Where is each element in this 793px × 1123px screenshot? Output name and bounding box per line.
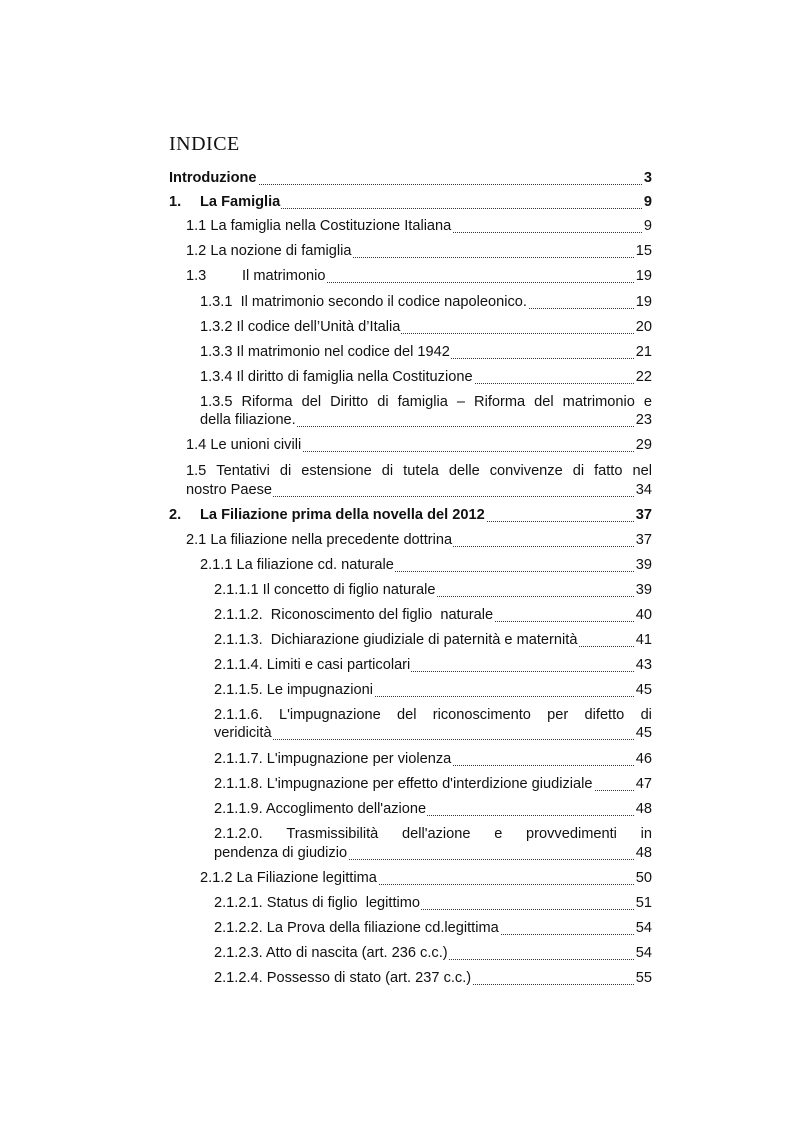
toc-entry-title: pendenza di giudizio bbox=[214, 845, 348, 861]
toc-entry-1-3-5-line1[interactable]: 1.3.5 Riforma del Diritto di famiglia – Riforma del matrimonio e bbox=[200, 394, 652, 410]
toc-entry-title: 2.1.2.4. Possesso di stato (art. 237 c.c.) bbox=[214, 970, 472, 986]
toc-entry-1-1[interactable] bbox=[186, 218, 652, 235]
toc-entry-1-3[interactable] bbox=[186, 268, 652, 285]
toc-entry-title: 2.1.1.8. L'impugnazione per effetto d'interdizione giudiziale bbox=[214, 776, 593, 792]
toc-entry-introduzione[interactable] bbox=[169, 170, 652, 187]
toc-entry-2-1-1-9[interactable] bbox=[214, 801, 652, 818]
toc-entry-page: 40 bbox=[635, 607, 652, 623]
toc-entry-page: 29 bbox=[635, 437, 652, 453]
toc-entry-2-1[interactable] bbox=[186, 532, 652, 549]
toc-entry-title: 2.1 La filiazione nella precedente dottrina bbox=[186, 532, 453, 548]
toc-entry-1-5-line1[interactable]: 1.5 Tentativi di estensione di tutela delle convivenze di fatto nel bbox=[186, 463, 652, 479]
toc-entry-title: 2.1.2.3. Atto di nascita (art. 236 c.c.) bbox=[214, 945, 448, 961]
toc-entry-title: veridicità bbox=[214, 725, 272, 741]
toc-entry-title: 2.1.1.4. Limiti e casi particolari bbox=[214, 657, 411, 673]
toc-entry-2-1-2[interactable] bbox=[200, 870, 652, 887]
toc-entry-2-1-2-4[interactable] bbox=[214, 970, 652, 987]
toc-entry-title: 1.3.4 Il diritto di famiglia nella Costituzione bbox=[200, 369, 473, 385]
toc-entry-number: 2. bbox=[169, 507, 182, 523]
toc-entry-page: 45 bbox=[635, 682, 652, 698]
toc-entry-title: 2.1.2.2. La Prova della filiazione cd.legittima bbox=[214, 920, 499, 936]
toc-entry-chapter-2[interactable] bbox=[169, 507, 652, 524]
toc-entry-page: 23 bbox=[635, 412, 652, 428]
toc-entry-page: 9 bbox=[643, 218, 652, 234]
toc-entry-2-1-1-4[interactable] bbox=[214, 657, 652, 674]
toc-entry-title: 2. La Filiazione prima della novella del 2012 bbox=[169, 507, 485, 523]
toc-entry-2-1-1-1[interactable] bbox=[214, 582, 652, 599]
toc-entry-page: 15 bbox=[635, 243, 652, 259]
toc-entry-title: 1.4 Le unioni civili bbox=[186, 437, 302, 453]
toc-entry-title: 1.3.2 Il codice dell’Unità d’Italia bbox=[200, 319, 401, 335]
toc-entry-2-1-1-2[interactable] bbox=[214, 607, 652, 624]
toc-entry-title: 2.1.1.1 Il concetto di figlio naturale bbox=[214, 582, 436, 598]
toc-entry-2-1-1-5[interactable] bbox=[214, 682, 652, 699]
toc-entry-title: 1.1 La famiglia nella Costituzione Italiana bbox=[186, 218, 452, 234]
toc-entry-page: 47 bbox=[635, 776, 652, 792]
toc-entry-page: 48 bbox=[635, 801, 652, 817]
toc-entry-1-3-4[interactable] bbox=[200, 369, 652, 386]
toc-entry-number: 1. bbox=[169, 194, 182, 210]
toc-entry-title: Introduzione bbox=[169, 170, 257, 186]
toc-entry-1-3-2[interactable] bbox=[200, 319, 652, 336]
toc-entry-page: 21 bbox=[635, 344, 652, 360]
toc-entry-page: 39 bbox=[635, 582, 652, 598]
toc-entry-title: 1.2 La nozione di famiglia bbox=[186, 243, 352, 259]
toc-entry-2-1-1-7[interactable] bbox=[214, 751, 652, 768]
toc-entry-page: 37 bbox=[635, 532, 652, 548]
toc-entry-title: 1.3.3 Il matrimonio nel codice del 1942 bbox=[200, 344, 450, 360]
toc-entry-number: 1.3 bbox=[186, 268, 207, 284]
toc-entry-1-4[interactable] bbox=[186, 437, 652, 454]
toc-entry-title: 2.1.1.3. Dichiarazione giudiziale di paternità e maternità bbox=[214, 632, 578, 648]
toc-entry-page: 55 bbox=[635, 970, 652, 986]
toc-entry-page: 48 bbox=[635, 845, 652, 861]
toc-entry-2-1-1[interactable] bbox=[200, 557, 652, 574]
toc-entry-page: 43 bbox=[635, 657, 652, 673]
toc-entry-2-1-1-8[interactable] bbox=[214, 776, 652, 793]
toc-entry-page: 45 bbox=[635, 725, 652, 741]
toc-entry-title: 2.1.1.5. Le impugnazioni bbox=[214, 682, 374, 698]
toc-entry-page: 20 bbox=[635, 319, 652, 335]
toc-entry-2-1-1-6[interactable] bbox=[214, 725, 652, 742]
toc-entry-title: 2.1.2.1. Status di figlio legittimo bbox=[214, 895, 421, 911]
toc-entry-page: 3 bbox=[643, 170, 652, 186]
toc-entry-2-1-2-3[interactable] bbox=[214, 945, 652, 962]
toc-entry-1-3-5[interactable] bbox=[200, 412, 652, 429]
toc-entry-2-1-2-0-line1[interactable]: 2.1.2.0. Trasmissibilità dell'azione e provvedimenti in bbox=[214, 826, 652, 842]
toc-entry-title: 2.1.1.2. Riconoscimento del figlio naturale bbox=[214, 607, 494, 623]
toc-entry-page: 54 bbox=[635, 945, 652, 961]
toc-entry-1-2[interactable] bbox=[186, 243, 652, 260]
toc-entry-title: 2.1.2 La Filiazione legittima bbox=[200, 870, 377, 886]
toc-entry-page: 37 bbox=[635, 507, 652, 523]
toc-entry-page: 46 bbox=[635, 751, 652, 767]
toc-entry-page: 34 bbox=[635, 482, 652, 498]
toc-entry-page: 9 bbox=[643, 194, 652, 210]
toc-entry-title: della filiazione. bbox=[200, 412, 296, 428]
toc-entry-1-3-1[interactable] bbox=[200, 294, 652, 311]
toc-entry-page: 41 bbox=[635, 632, 652, 648]
toc-entry-1-3-3[interactable] bbox=[200, 344, 652, 361]
toc-entry-page: 19 bbox=[635, 294, 652, 310]
toc-entry-page: 22 bbox=[635, 369, 652, 385]
toc-entry-title: nostro Paese bbox=[186, 482, 272, 498]
dot-leader bbox=[214, 739, 652, 740]
toc-entry-2-1-2-0[interactable] bbox=[214, 845, 652, 862]
toc-entry-2-1-2-1[interactable] bbox=[214, 895, 652, 912]
toc-entry-title: 2.1.1.7. L'impugnazione per violenza bbox=[214, 751, 452, 767]
toc-entry-chapter-1[interactable] bbox=[169, 194, 652, 211]
toc-entry-2-1-2-2[interactable] bbox=[214, 920, 652, 937]
page-title: INDICE bbox=[169, 133, 240, 155]
toc-entry-2-1-1-6-line1[interactable]: 2.1.1.6. L'impugnazione del riconoscimento per difetto di bbox=[214, 707, 652, 723]
toc-entry-title: 2.1.1.9. Accoglimento dell'azione bbox=[214, 801, 427, 817]
toc-entry-title: 1. La Famiglia bbox=[169, 194, 281, 210]
toc-entry-title: 1.3 Il matrimonio bbox=[186, 268, 326, 284]
toc-entry-1-5[interactable] bbox=[186, 482, 652, 499]
toc-entry-page: 50 bbox=[635, 870, 652, 886]
toc-entry-title: 2.1.1 La filiazione cd. naturale bbox=[200, 557, 394, 573]
toc-entry-page: 19 bbox=[635, 268, 652, 284]
toc-entry-page: 51 bbox=[635, 895, 652, 911]
toc-entry-title: 1.3.1 Il matrimonio secondo il codice napoleonico. bbox=[200, 294, 527, 310]
toc-entry-page: 54 bbox=[635, 920, 652, 936]
toc-entry-2-1-1-3[interactable] bbox=[214, 632, 652, 649]
toc-entry-page: 39 bbox=[635, 557, 652, 573]
